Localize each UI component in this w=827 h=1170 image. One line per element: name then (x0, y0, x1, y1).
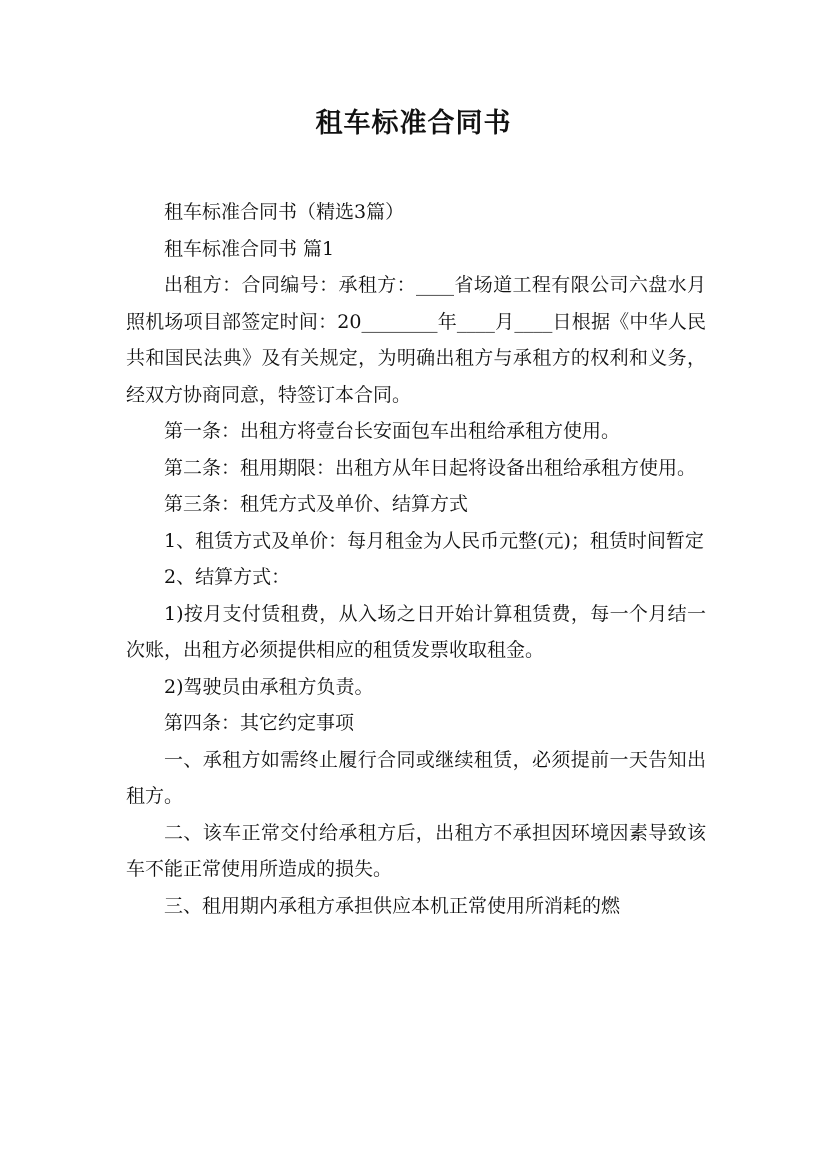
paragraph: 第三条：租凭方式及单价、结算方式 (164, 493, 469, 515)
paragraph: 第四条：其它约定事项 (164, 712, 355, 734)
paragraph: 二、该车正常交付给承租方后，出租方不承担因环境因素导致该车不能正常使用所造成的损失。 (126, 821, 706, 880)
paragraph: 2、结算方式： (164, 566, 291, 588)
document-body (126, 194, 706, 924)
paragraph: 1)按月支付赁租费，从入场之日开始计算租赁费，每一个月结一次账，出租方必须提供相应的租赁发票收取租金。 (126, 602, 706, 661)
paragraph: 第一条：出租方将壹台长安面包车出租给承租方使用。 (164, 420, 621, 442)
paragraph: 出租方：合同编号：承租方：____省场道工程有限公司六盘水月照机场项目部签定时间：20________年____月____日根据《中华人民共和国民法典》及有关规定，为明确出租方与承租方的权利和义务，经双方协商同意，特签订本合同。 (126, 274, 706, 406)
document-title: 租车标准合同书 (315, 108, 512, 139)
paragraph: 租车标准合同书（精选3篇） (164, 201, 405, 223)
paragraph: 1、租赁方式及单价：每月租金为人民币元整(元)；租赁时间暂定 (164, 529, 704, 552)
paragraph: 第二条：租用期限：出租方从年日起将设备出租给承租方使用。 (164, 456, 697, 479)
paragraph: 2)驾驶员由承租方负责。 (164, 675, 374, 698)
paragraph: 一、承租方如需终止履行合同或继续租赁，必须提前一天告知出租方。 (126, 748, 706, 807)
paragraph: 三、租用期内承租方承担供应本机正常使用所消耗的燃 (164, 894, 621, 917)
paragraph: 租车标准合同书 篇1 (164, 237, 335, 260)
